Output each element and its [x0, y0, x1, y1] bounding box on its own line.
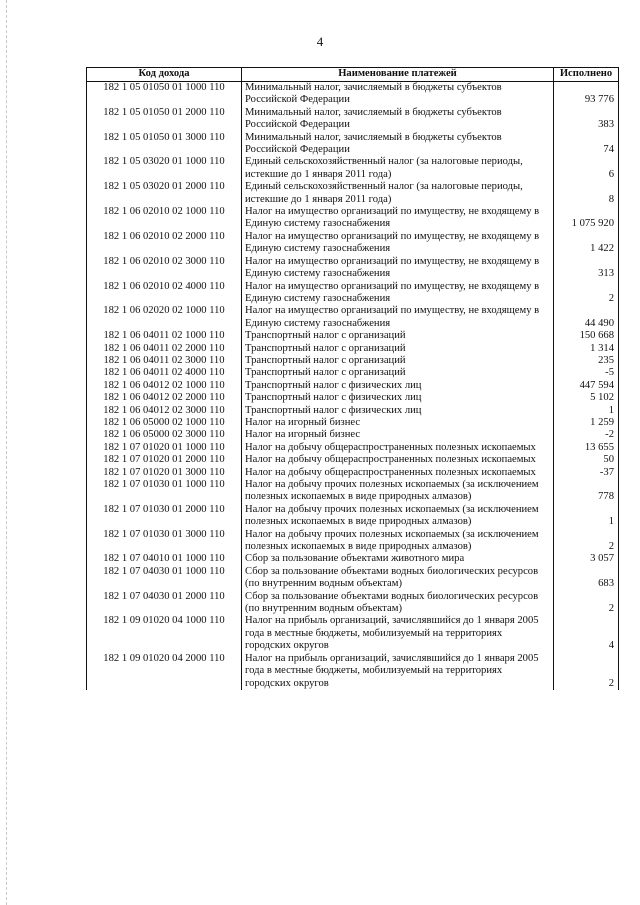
row-name: Налог на имущество организаций по имуществу, не входящему в Единую систему газоснабжения	[242, 231, 554, 256]
row-name: Налог на добычу прочих полезных ископаемых (за исключением полезных ископаемых в виде природных алмазов)	[242, 504, 554, 529]
row-amount: -2	[554, 429, 619, 441]
row-name: Транспортный налог с физических лиц	[242, 405, 554, 417]
row-code: 182 1 05 01050 01 3000 110	[87, 132, 242, 157]
table-row	[87, 467, 619, 479]
row-name: Единый сельскохозяйственный налог (за налоговые периоды, истекшие до 1 января 2011 года)	[242, 156, 554, 181]
row-amount: 313	[554, 256, 619, 281]
row-amount: 2	[554, 529, 619, 554]
table-row	[87, 281, 619, 306]
table-row	[87, 82, 619, 107]
table-row	[87, 442, 619, 454]
table-row	[87, 132, 619, 157]
row-code: 182 1 06 04011 02 1000 110	[87, 330, 242, 342]
row-amount: -37	[554, 467, 619, 479]
row-amount: 3 057	[554, 553, 619, 565]
row-amount: 1	[554, 504, 619, 529]
row-code: 182 1 05 03020 01 1000 110	[87, 156, 242, 181]
row-name: Налог на игорный бизнес	[242, 417, 554, 429]
row-code: 182 1 09 01020 04 2000 110	[87, 653, 242, 690]
row-code: 182 1 06 02010 02 1000 110	[87, 206, 242, 231]
row-code: 182 1 05 01050 01 2000 110	[87, 107, 242, 132]
table-row	[87, 355, 619, 367]
row-amount: 74	[554, 132, 619, 157]
row-name: Транспортный налог с организаций	[242, 355, 554, 367]
table-row	[87, 367, 619, 379]
table-row	[87, 566, 619, 591]
row-name: Минимальный налог, зачисляемый в бюджеты субъектов Российской Федерации	[242, 132, 554, 157]
row-code: 182 1 06 04011 02 3000 110	[87, 355, 242, 367]
row-name: Транспортный налог с организаций	[242, 343, 554, 355]
row-code: 182 1 06 02020 02 1000 110	[87, 305, 242, 330]
row-code: 182 1 07 01030 01 3000 110	[87, 529, 242, 554]
row-code: 182 1 07 04030 01 1000 110	[87, 566, 242, 591]
row-amount: 1 422	[554, 231, 619, 256]
row-amount: 447 594	[554, 380, 619, 392]
table-body	[87, 82, 619, 690]
row-code: 182 1 06 04012 02 3000 110	[87, 405, 242, 417]
row-name: Налог на добычу общераспространенных полезных ископаемых	[242, 467, 554, 479]
row-name: Налог на имущество организаций по имуществу, не входящему в Единую систему газоснабжения	[242, 206, 554, 231]
row-code: 182 1 05 01050 01 1000 110	[87, 82, 242, 107]
row-amount: 235	[554, 355, 619, 367]
row-amount: 150 668	[554, 330, 619, 342]
row-name: Единый сельскохозяйственный налог (за налоговые периоды, истекшие до 1 января 2011 года)	[242, 181, 554, 206]
row-code: 182 1 09 01020 04 1000 110	[87, 615, 242, 652]
header-amount: Исполнено	[554, 68, 619, 82]
row-name: Налог на имущество организаций по имуществу, не входящему в Единую систему газоснабжения	[242, 281, 554, 306]
row-amount: 778	[554, 479, 619, 504]
row-amount: 44 490	[554, 305, 619, 330]
row-code: 182 1 06 05000 02 3000 110	[87, 429, 242, 441]
row-code: 182 1 07 01020 01 1000 110	[87, 442, 242, 454]
table-row	[87, 504, 619, 529]
row-name: Сбор за пользование объектами водных биологических ресурсов (по внутренним водным объектам)	[242, 591, 554, 616]
table-row	[87, 553, 619, 565]
table-row	[87, 231, 619, 256]
page-number: 4	[316, 34, 324, 49]
row-name: Налог на имущество организаций по имуществу, не входящему в Единую систему газоснабжения	[242, 305, 554, 330]
table-row	[87, 343, 619, 355]
row-code: 182 1 07 01030 01 2000 110	[87, 504, 242, 529]
table-row	[87, 615, 619, 652]
row-name: Сбор за пользование объектами водных биологических ресурсов (по внутренним водным объектам)	[242, 566, 554, 591]
table-row	[87, 206, 619, 231]
row-amount: 13 655	[554, 442, 619, 454]
row-amount: -5	[554, 367, 619, 379]
table-row	[87, 454, 619, 466]
revenue-table	[86, 67, 619, 690]
scan-edge	[6, 0, 7, 905]
row-amount: 50	[554, 454, 619, 466]
row-name: Минимальный налог, зачисляемый в бюджеты субъектов Российской Федерации	[242, 107, 554, 132]
row-code: 182 1 07 01020 01 3000 110	[87, 467, 242, 479]
table-row	[87, 380, 619, 392]
row-name: Транспортный налог с организаций	[242, 330, 554, 342]
row-code: 182 1 07 04030 01 2000 110	[87, 591, 242, 616]
table-row	[87, 330, 619, 342]
table-row	[87, 156, 619, 181]
table-row	[87, 405, 619, 417]
row-name: Транспортный налог с организаций	[242, 367, 554, 379]
row-name: Транспортный налог с физических лиц	[242, 380, 554, 392]
header-name: Наименование платежей	[242, 68, 554, 82]
row-name: Минимальный налог, зачисляемый в бюджеты субъектов Российской Федерации	[242, 82, 554, 107]
row-code: 182 1 07 01020 01 2000 110	[87, 454, 242, 466]
row-code: 182 1 05 03020 01 2000 110	[87, 181, 242, 206]
row-amount: 683	[554, 566, 619, 591]
row-name: Налог на игорный бизнес	[242, 429, 554, 441]
row-amount: 5 102	[554, 392, 619, 404]
row-name: Налог на добычу прочих полезных ископаемых (за исключением полезных ископаемых в виде природных алмазов)	[242, 479, 554, 504]
table-row	[87, 417, 619, 429]
table-row	[87, 107, 619, 132]
row-code: 182 1 06 04012 02 1000 110	[87, 380, 242, 392]
row-amount: 2	[554, 653, 619, 690]
table-row	[87, 529, 619, 554]
row-code: 182 1 06 02010 02 3000 110	[87, 256, 242, 281]
table-row	[87, 429, 619, 441]
table-row	[87, 305, 619, 330]
row-code: 182 1 06 02010 02 4000 110	[87, 281, 242, 306]
row-code: 182 1 07 04010 01 1000 110	[87, 553, 242, 565]
table-row	[87, 591, 619, 616]
row-code: 182 1 07 01030 01 1000 110	[87, 479, 242, 504]
row-amount: 93 776	[554, 82, 619, 107]
table-row	[87, 479, 619, 504]
row-name: Налог на прибыль организаций, зачислявшийся до 1 января 2005 года в местные бюджеты, мобилизуемый на территориях городских округов	[242, 615, 554, 652]
row-name: Сбор за пользование объектами животного мира	[242, 553, 554, 565]
table-header-row	[87, 68, 619, 82]
row-amount: 1 075 920	[554, 206, 619, 231]
row-name: Налог на добычу общераспространенных полезных ископаемых	[242, 442, 554, 454]
row-name: Транспортный налог с физических лиц	[242, 392, 554, 404]
row-code: 182 1 06 04011 02 4000 110	[87, 367, 242, 379]
table-row	[87, 181, 619, 206]
row-name: Налог на прибыль организаций, зачислявшийся до 1 января 2005 года в местные бюджеты, мобилизуемый на территориях городских округов	[242, 653, 554, 690]
table-row	[87, 256, 619, 281]
row-name: Налог на добычу общераспространенных полезных ископаемых	[242, 454, 554, 466]
row-amount: 1 259	[554, 417, 619, 429]
row-name: Налог на имущество организаций по имуществу, не входящему в Единую систему газоснабжения	[242, 256, 554, 281]
row-amount: 1 314	[554, 343, 619, 355]
row-code: 182 1 06 04011 02 2000 110	[87, 343, 242, 355]
row-amount: 383	[554, 107, 619, 132]
row-code: 182 1 06 05000 02 1000 110	[87, 417, 242, 429]
row-amount: 2	[554, 281, 619, 306]
row-name: Налог на добычу прочих полезных ископаемых (за исключением полезных ископаемых в виде природных алмазов)	[242, 529, 554, 554]
table-row	[87, 392, 619, 404]
row-amount: 6	[554, 156, 619, 181]
row-amount: 4	[554, 615, 619, 652]
row-amount: 8	[554, 181, 619, 206]
row-amount: 2	[554, 591, 619, 616]
row-code: 182 1 06 02010 02 2000 110	[87, 231, 242, 256]
table-row	[87, 653, 619, 690]
row-code: 182 1 06 04012 02 2000 110	[87, 392, 242, 404]
header-code: Код дохода	[87, 68, 242, 82]
row-amount: 1	[554, 405, 619, 417]
